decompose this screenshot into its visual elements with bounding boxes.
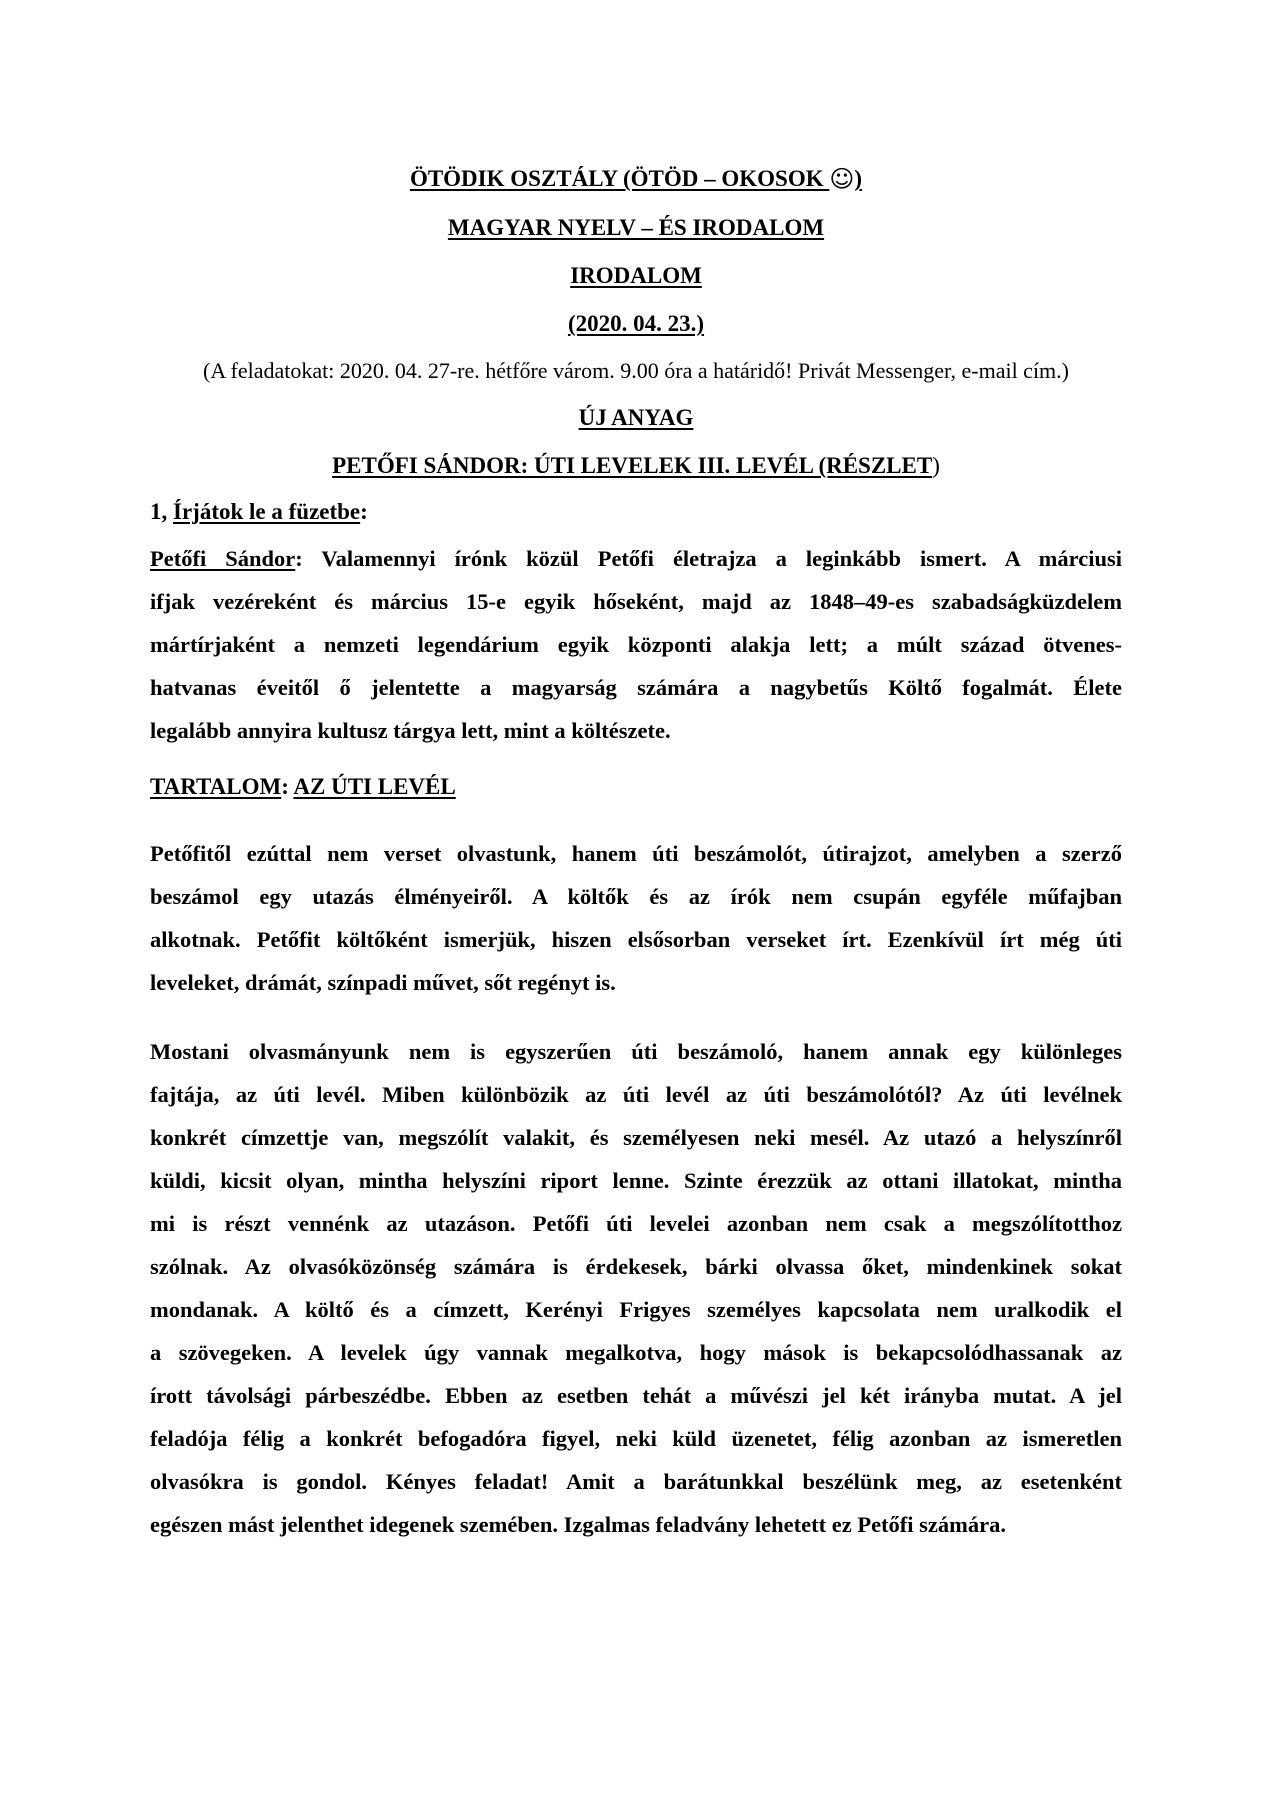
task-label: Írjátok le a füzetbe (173, 499, 361, 524)
paragraph-line: mártírjaként a nemzeti legendárium egyik központi alakja lett; a múlt század ötvenes- (150, 632, 1122, 657)
class-heading-label: ÖTÖDIK OSZTÁLY (ÖTÖD – OKOSOK (409, 166, 830, 191)
paragraph-2 (150, 1030, 1122, 1546)
content-section-heading (150, 772, 456, 802)
bio-colon: : (295, 546, 303, 571)
paragraph-line: hatvanas éveitől ő jelentette a magyarság számára a nagybetűs Költő fogalmát. Élete (150, 675, 1122, 700)
paragraph-line: konkrét címzettje van, megszólít valakit, és személyesen neki mesél. Az utazó a helyszínről (150, 1125, 1122, 1150)
class-heading-text (410, 166, 862, 191)
paragraph-line: ifjak vezéreként és március 15-e egyik hőseként, majd az 1848–49-es szabadságküzdelem (150, 589, 1122, 614)
bio-line-text: Valamennyi írónk közül Petőfi életrajza a leginkább ismert. A márciusi (302, 546, 1122, 571)
paragraph-line: írott távolsági párbeszédbe. Ebben az esetben tehát a művészi jel két irányba mutat. A jel (150, 1383, 1122, 1408)
task-colon: : (360, 499, 368, 524)
lesson-title-close: ) (932, 453, 940, 478)
task-number: 1, (150, 499, 173, 524)
bio-term: Petőfi Sándor (150, 546, 296, 571)
topic-heading-text: IRODALOM (570, 263, 702, 288)
paragraph-line: olvasókra is gondol. Kényes feladat! Amit a barátunkkal beszélünk meg, az esetenként (150, 1469, 1122, 1494)
lesson-title-text: PETŐFI SÁNDOR: ÚTI LEVELEK III. LEVÉL (RÉSZLET (332, 453, 933, 478)
bio-paragraph (150, 537, 1122, 752)
smiley-icon: ☺ (829, 165, 855, 193)
topic-heading (150, 261, 1122, 291)
paragraph-line: feladója félig a konkrét befogadóra figyel, neki küld üzenetet, félig azonban az ismeretlen (150, 1426, 1122, 1451)
paragraph-line: fajtája, az úti levél. Miben különbözik az úti levél az úti beszámolótól? Az úti levélnek (150, 1082, 1122, 1107)
paragraph-line: legalább annyira kultusz tárgya lett, mint a költészete. (150, 718, 671, 743)
paragraph-line (150, 537, 1122, 580)
class-heading (150, 164, 1122, 194)
paragraph-line: szólnak. Az olvasóközönség számára is érdekesek, bárki olvassa őket, mindenkinek sokat (150, 1254, 1122, 1279)
date-heading-text: (2020. 04. 23.) (567, 311, 705, 336)
lesson-title (150, 451, 1122, 481)
new-material-heading (150, 403, 1122, 433)
paragraph-line: küldi, kicsit olyan, mintha helyszíni riport lenne. Szinte érezzük az ottani illatokat, mintha (150, 1168, 1122, 1193)
paragraph-line: egészen mást jelenthet idegenek szemében. Izgalmas feladvány lehetett ez Petőfi számára. (150, 1512, 1007, 1537)
task-1-instruction (150, 497, 368, 527)
paragraph-line: beszámol egy utazás élményeiről. A költők és az írók nem csupán egyféle műfajban (150, 884, 1122, 909)
new-material-text: ÚJ ANYAG (578, 405, 694, 430)
content-section-label: TARTALOM (150, 774, 282, 799)
subject-heading-text: MAGYAR NYELV – ÉS IRODALOM (447, 215, 825, 240)
class-heading-close: ) (854, 166, 863, 191)
paragraph-1 (150, 832, 1122, 1004)
deadline-note: (A feladatokat: 2020. 04. 27-re. hétfőre várom. 9.00 óra a határidő! Privát Messenger, e-mail cím.) (203, 358, 1069, 383)
paragraph-line: Petőfitől ezúttal nem verset olvastunk, hanem úti beszámolót, útirajzot, amelyben a szerző (150, 841, 1122, 866)
paragraph-line: leveleket, drámát, színpadi művet, sőt regényt is. (150, 970, 616, 995)
paragraph-line: mi is részt vennénk az utazáson. Petőfi úti levelei azonban nem csak a megszólítotthoz (150, 1211, 1122, 1236)
subject-heading (150, 213, 1122, 243)
paragraph-line: a szövegeken. A levelek úgy vannak megalkotva, hogy mások is bekapcsolódhassanak az (150, 1340, 1122, 1365)
paragraph-line: mondanak. A költő és a címzett, Kerényi Frigyes személyes kapcsolata nem uralkodik el (150, 1297, 1122, 1322)
content-section-colon: : (281, 774, 289, 799)
date-heading (150, 309, 1122, 339)
paragraph-line: Mostani olvasmányunk nem is egyszerűen úti beszámoló, hanem annak egy különleges (150, 1039, 1122, 1064)
paragraph-line: alkotnak. Petőfit költőként ismerjük, hiszen elsősorban verseket írt. Ezenkívül írt még úti (150, 927, 1122, 952)
content-section-title: AZ ÚTI LEVÉL (293, 774, 456, 799)
